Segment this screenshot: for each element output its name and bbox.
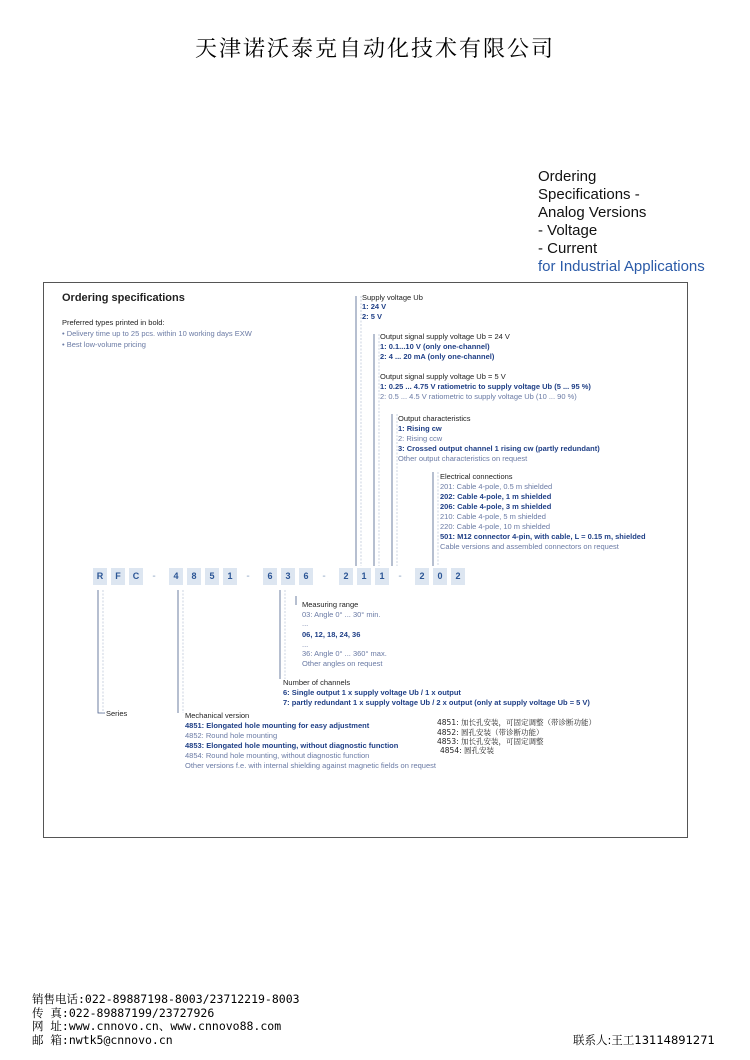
series-label: Series bbox=[106, 709, 128, 718]
outchar-note: Other output characteristics on request bbox=[398, 454, 528, 463]
channels-option: 6: Single output 1 x supply voltage Ub / 1 x output bbox=[283, 688, 461, 697]
code-box: 5 bbox=[205, 568, 219, 585]
out24-option: 2: 4 ... 20 mA (only one-channel) bbox=[380, 352, 495, 361]
cn-note: 4852: 圆孔安装（带诊断功能） bbox=[437, 728, 544, 737]
range-option: 03: Angle 0° ... 30° min. bbox=[302, 610, 381, 619]
out5-option: 2: 0.5 ... 4.5 V ratiometric to supply voltage Ub (10 ... 90 %) bbox=[380, 392, 577, 401]
code-dash: - bbox=[322, 571, 326, 582]
supply-option: 2: 5 V bbox=[362, 312, 383, 321]
ordering-heading: Ordering specifications bbox=[62, 292, 185, 304]
elec-option: 501: M12 connector 4-pin, with cable, L = 0.15 m, shielded bbox=[440, 532, 646, 541]
sales-phone: 销售电话:022-89887198-8003/23712219-8003 bbox=[32, 992, 300, 1006]
company-name: 天津诺沃泰克自动化技术有限公司 bbox=[194, 37, 555, 62]
outchar-option: 2: Rising ccw bbox=[398, 434, 443, 443]
code-dash: - bbox=[246, 571, 250, 582]
cn-note: 4851: 加长孔安装，可固定调整（带诊断功能） bbox=[437, 718, 596, 727]
outchar-heading: Output characteristics bbox=[398, 414, 471, 423]
range-option: 36: Angle 0° ... 360° max. bbox=[302, 649, 387, 658]
code-box: 3 bbox=[281, 568, 295, 585]
range-heading: Measuring range bbox=[302, 600, 359, 609]
mech-heading: Mechanical version bbox=[185, 711, 250, 720]
mech-option: 4853: Elongated hole mounting, without diagnostic function bbox=[185, 741, 399, 750]
elec-option: 201: Cable 4-pole, 0.5 m shielded bbox=[440, 482, 553, 491]
code-box: R bbox=[93, 568, 107, 585]
channels-heading: Number of channels bbox=[283, 678, 351, 687]
bullet: • Delivery time up to 25 pcs. within 10 working days EXW bbox=[62, 329, 252, 338]
code-box: F bbox=[111, 568, 125, 585]
code-box: 1 bbox=[375, 568, 389, 585]
title-subtitle: for Industrial Applications bbox=[538, 258, 705, 275]
out24-option: 1: 0.1...10 V (only one-channel) bbox=[380, 342, 490, 351]
fax: 传 真:022-89887199/23727926 bbox=[32, 1005, 215, 1020]
title-line: Analog Versions bbox=[538, 204, 647, 221]
title-line: - Current bbox=[538, 240, 598, 257]
code-box: 2 bbox=[415, 568, 429, 585]
elec-option: 210: Cable 4-pole, 5 m shielded bbox=[440, 512, 546, 521]
supply-heading: Supply voltage Ub bbox=[362, 293, 423, 302]
code-dash: - bbox=[398, 571, 402, 582]
code-box: 2 bbox=[451, 568, 465, 585]
footer-info bbox=[32, 993, 300, 1047]
title-line: Ordering bbox=[538, 168, 597, 185]
code-box: 8 bbox=[187, 568, 201, 585]
title-line: - Voltage bbox=[538, 222, 598, 239]
range-dots: ... bbox=[302, 640, 309, 649]
bullet: • Best low-volume pricing bbox=[62, 340, 146, 349]
mech-option: 4854: Round hole mounting, without diagnostic function bbox=[185, 751, 370, 760]
outchar-option: 1: Rising cw bbox=[398, 424, 442, 433]
range-dots: ... bbox=[302, 619, 309, 628]
code-dash: - bbox=[152, 571, 156, 582]
code-box: 2 bbox=[339, 568, 353, 585]
supply-option: 1: 24 V bbox=[362, 302, 387, 311]
channels-option: 7: partly redundant 1 x supply voltage Ub / 2 x output (only at supply voltage Ub = 5 V) bbox=[283, 698, 590, 707]
code-box: 1 bbox=[223, 568, 237, 585]
preferred-label: Preferred types printed in bold: bbox=[62, 318, 165, 327]
contact-person: 联系人:王工13114891271 bbox=[573, 1033, 715, 1047]
code-box: C bbox=[129, 568, 143, 585]
elec-note: Cable versions and assembled connectors on request bbox=[440, 542, 619, 551]
website[interactable]: 网 址:www.cnnovo.cn、www.cnnovo88.com bbox=[32, 1019, 282, 1033]
mech-option: 4851: Elongated hole mounting for easy adjustment bbox=[185, 721, 370, 730]
title-line: Specifications - bbox=[538, 186, 640, 203]
out5-heading: Output signal supply voltage Ub = 5 V bbox=[380, 372, 506, 381]
range-list: 06, 12, 18, 24, 36 bbox=[302, 630, 361, 639]
mech-option: 4852: Round hole mounting bbox=[185, 731, 278, 740]
code-box: 4 bbox=[169, 568, 183, 585]
code-box: 1 bbox=[357, 568, 371, 585]
cn-note: 4854: 圆孔安装 bbox=[440, 746, 494, 755]
out5-option: 1: 0.25 ... 4.75 V ratiometric to supply voltage Ub (5 ... 95 %) bbox=[380, 382, 591, 391]
code-box: 6 bbox=[263, 568, 277, 585]
email[interactable]: 邮 箱:nwtk5@cnnovo.cn bbox=[32, 1032, 173, 1047]
range-note: Other angles on request bbox=[302, 659, 383, 668]
out24-heading: Output signal supply voltage Ub = 24 V bbox=[380, 332, 510, 341]
code-box: 0 bbox=[433, 568, 447, 585]
outchar-option: 3: Crossed output channel 1 rising cw (partly redundant) bbox=[398, 444, 600, 453]
elec-option: 206: Cable 4-pole, 3 m shielded bbox=[440, 502, 552, 511]
elec-option: 202: Cable 4-pole, 1 m shielded bbox=[440, 492, 552, 501]
mech-note: Other versions f.e. with internal shielding against magnetic fields on request bbox=[185, 761, 436, 770]
cn-note: 4853: 加长孔安装，可固定调整 bbox=[437, 737, 544, 746]
elec-option: 220: Cable 4-pole, 10 m shielded bbox=[440, 522, 551, 531]
elec-heading: Electrical connections bbox=[440, 472, 513, 481]
code-box: 6 bbox=[299, 568, 313, 585]
